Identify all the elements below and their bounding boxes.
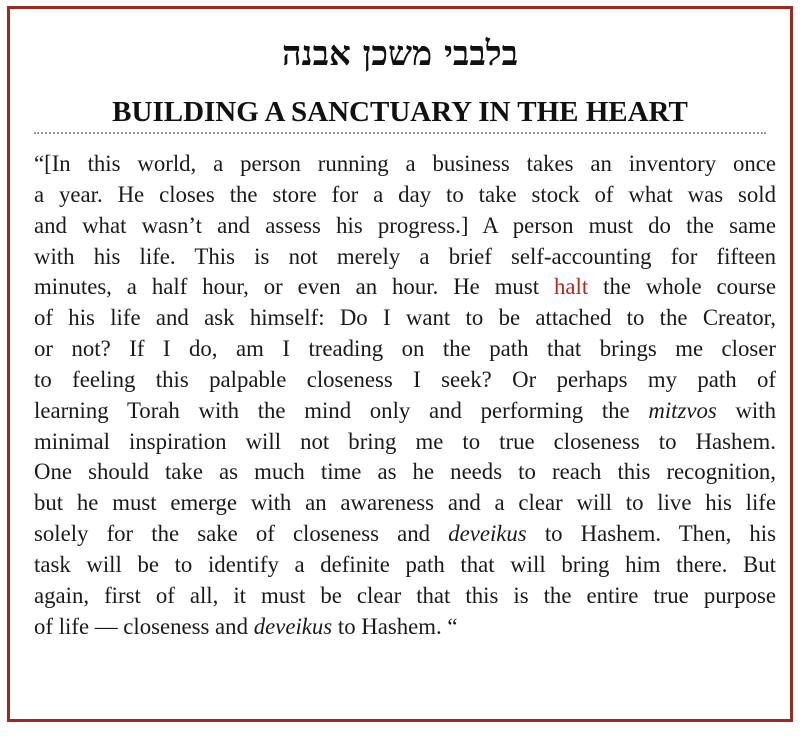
quote-line-text: of his life and ask himself: Do I want to be attached to the Creator,: [34, 305, 776, 331]
quote-line-text: with: [735, 397, 776, 423]
quote-line-text: to feeling this palpable closeness I seek? Or perhaps my path of: [34, 366, 776, 392]
quote-line: [34, 272, 776, 303]
quote-line: [34, 365, 776, 396]
quote-line: [34, 612, 776, 643]
quote-line: [34, 211, 776, 242]
quote-line: [34, 550, 776, 581]
quote-line: [34, 334, 776, 365]
quote-line: [34, 519, 776, 550]
quote-line: [34, 427, 776, 458]
quote-line-text: with his life. This is not merely a brief self-accounting for fifteen: [34, 243, 776, 269]
quote-line-text: and what wasn’t and assess his progress.] A person must do the same: [34, 212, 776, 238]
quote-line: [34, 396, 776, 427]
quote-line: [34, 242, 776, 273]
italic-term: deveikus: [448, 521, 527, 547]
english-title: BUILDING A SANCTUARY IN THE HEART: [112, 96, 688, 128]
quote-line: [34, 581, 776, 612]
highlighted-word: halt: [553, 274, 589, 300]
quote-line: [34, 149, 776, 180]
quote-line-text: “[In this world, a person running a business takes an inventory once: [34, 151, 776, 176]
quote-box: [7, 6, 793, 722]
quote-line: [34, 457, 776, 488]
dotted-divider: [34, 132, 766, 134]
quote-text: [34, 149, 776, 643]
quote-line: [34, 180, 776, 211]
quote-line-text: of life — closeness and: [34, 613, 248, 639]
quote-line-text: One should take as much time as he needs to reach this recognition,: [34, 459, 776, 485]
quote-line-text: again, first of all, it must be clear that this is the entire true purpose: [34, 582, 776, 608]
quote-line-text: but he must emerge with an awareness and a clear will to live his life: [34, 490, 776, 516]
quote-line: [34, 303, 776, 334]
quote-line-text: the whole course: [603, 274, 777, 300]
quote-line-text: or not? If I do, am I treading on the path that brings me closer: [34, 336, 776, 362]
quote-line-text: learning Torah with the mind only and performing the: [34, 397, 630, 423]
quote-line-text: minimal inspiration will not bring me to true closeness to Hashem.: [34, 428, 776, 454]
italic-term: deveikus: [253, 613, 333, 639]
quote-line-text: solely for the sake of closeness and: [34, 521, 431, 547]
quote-line-text: to Hashem. “: [337, 613, 458, 639]
quote-line-text: task will be to identify a definite path that will bring him there. But: [34, 551, 776, 577]
italic-term: mitzvos: [648, 397, 717, 423]
quote-line-text: to Hashem. Then, his: [544, 521, 777, 547]
quote-line-text: a year. He closes the store for a day to take stock of what was sold: [34, 181, 776, 207]
quote-line-text: minutes, a half hour, or even an hour. He must: [34, 274, 540, 300]
quote-line: [34, 488, 776, 519]
hebrew-title: בלבבי משכן אבנה: [282, 34, 518, 74]
